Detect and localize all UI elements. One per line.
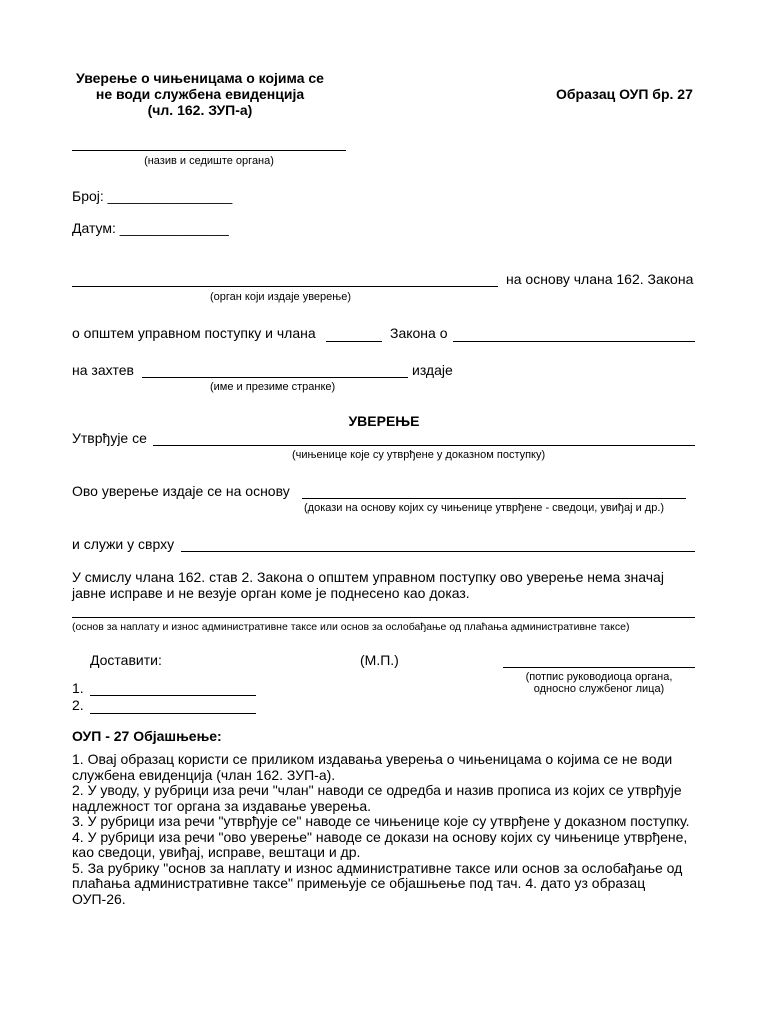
delivery-item-1-line[interactable]: [90, 695, 256, 696]
purpose-label: и служи у сврху: [72, 536, 175, 552]
signature-caption-2: односно службеног лица): [533, 683, 665, 695]
facts-label: Утврђује се: [72, 430, 147, 446]
stamp-label: (М.П.): [360, 652, 399, 668]
delivery-label: Доставити:: [90, 652, 162, 668]
evidence-line[interactable]: [302, 498, 686, 499]
fee-caption: (основ за наплату и износ административне таксе или основ за ослобађање од плаћања административне таксе): [72, 621, 630, 633]
form-number: Образац ОУП бр. 27: [556, 86, 693, 102]
evidence-caption: (докази на основу којих су чињенице утврђене - сведоци, увиђај и др.): [304, 502, 665, 514]
broj-field[interactable]: Број: ________________: [72, 188, 233, 204]
certificate-title: УВЕРЕЊЕ: [348, 413, 420, 429]
name-caption: (име и презиме странке): [210, 381, 336, 393]
issues-label: издаје: [412, 362, 453, 378]
explanation-item-1: 1. Овај образац користи се приликом издавања уверења о чињеницама о којима се не води службена евиденција (члан 162. ЗУП-а).: [72, 751, 673, 783]
delivery-item-2-label: 2.: [72, 697, 84, 713]
signature-line[interactable]: [503, 667, 695, 668]
title-line-3: (чл. 162. ЗУП-а): [147, 102, 253, 118]
article-line[interactable]: [326, 341, 382, 342]
legal-basis-text: на основу члана 162. Закона: [506, 271, 694, 287]
law-name-line[interactable]: [453, 341, 695, 342]
law-label: Закона о: [390, 325, 448, 341]
procedure-text: о општем управном поступку и члана: [72, 325, 316, 341]
delivery-item-2-line[interactable]: [90, 713, 256, 714]
signature-caption-1: (потпис руководиоца органа,: [525, 671, 673, 683]
explanation-item-3: 3. У рубрици иза речи "утврђује се" наводе се чињенице које су утврђене у доказном поступку.: [72, 813, 690, 829]
explanation-item-2: 2. У уводу, у рубрици иза речи "члан" наводи се одредба и назив прописа из којих се утврђује надлежност тог органа за издавање уверења.: [72, 782, 682, 814]
issuer-line[interactable]: [72, 286, 498, 287]
title-line-1: Уверење о чињеницама о којима се: [76, 70, 324, 86]
evidence-label: Ово уверење издаје се на основу: [72, 483, 290, 499]
notice-paragraph: У смислу члана 162. став 2. Закона о општем управном поступку ово уверење нема значај јавне исправе и не везује орган коме је поднесено као доказ.: [72, 569, 664, 601]
explanation-title: ОУП - 27 Објашњење:: [72, 728, 222, 744]
explanation-item-5: 5. За рубрику "основ за наплату и износ административне таксе или основ за ослобађање од плаћања административне таксе" примењује се објашњење под тач. 4. дато уз образац ОУП-26.: [72, 859, 683, 907]
fee-line[interactable]: [72, 617, 695, 618]
organ-name-line[interactable]: [72, 150, 346, 151]
explanation-item-4: 4. У рубрици иза речи "ово уверење" наводе се докази на основу којих су чињенице утврђене, као сведоци, увиђај, исправе, вештаци и др.: [72, 828, 688, 860]
party-name-line[interactable]: [142, 377, 408, 378]
organ-caption: (назив и седиште органа): [144, 155, 274, 167]
facts-caption: (чињенице које су утврђене у доказном поступку): [292, 449, 546, 461]
datum-field[interactable]: Датум: ______________: [72, 220, 229, 236]
title-line-2: не води службена евиденција: [95, 86, 305, 102]
explanation-list: [72, 752, 698, 907]
request-label: на захтев: [72, 362, 134, 378]
issuer-caption: (орган који издаје уверење): [210, 291, 352, 303]
purpose-line[interactable]: [181, 551, 695, 552]
delivery-item-1-label: 1.: [72, 680, 84, 696]
facts-line[interactable]: [153, 445, 695, 446]
